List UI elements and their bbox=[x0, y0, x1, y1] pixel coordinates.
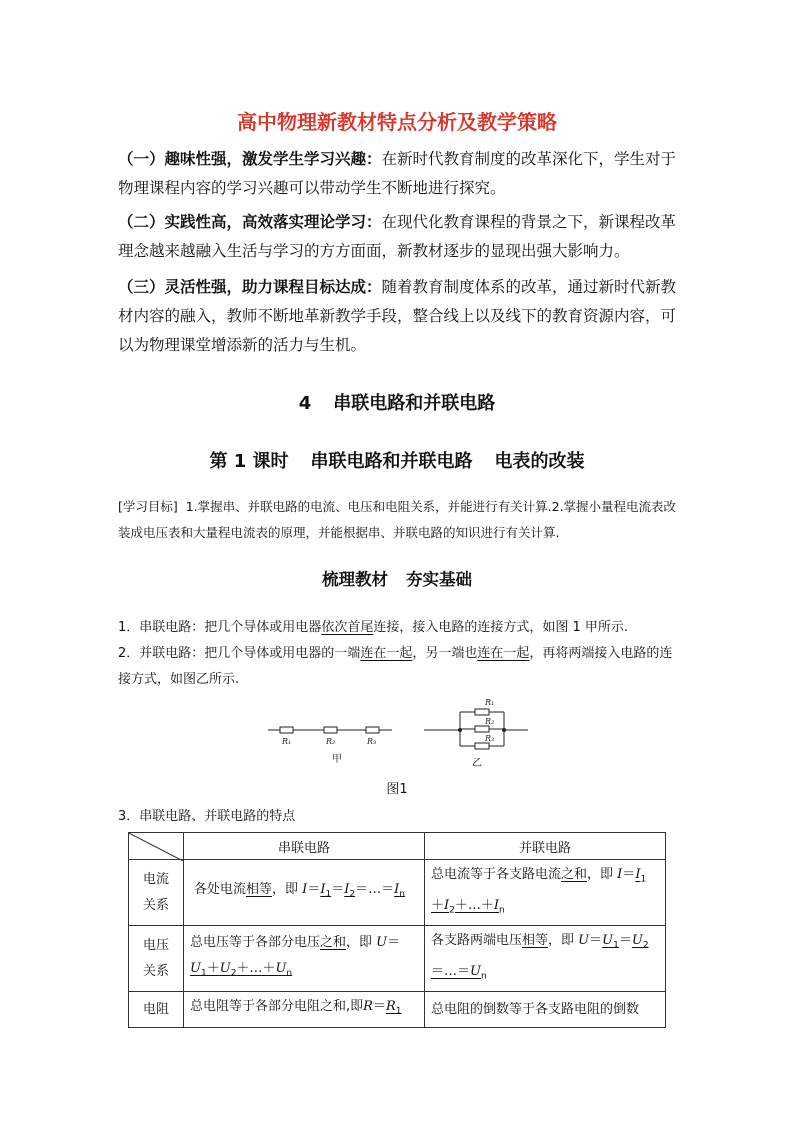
parallel-circuit-diagram bbox=[424, 709, 528, 749]
table-header-series: 串联电路 bbox=[184, 833, 425, 860]
parallel-resistor-1 bbox=[475, 709, 489, 715]
item-2-text-a: ：把几个导体或用电器的一端 bbox=[191, 646, 361, 661]
parallel-resistor-3 bbox=[475, 743, 489, 749]
table-row bbox=[129, 992, 666, 1028]
goals-text: 1.掌握串、并联电路的电流、电压和电阻关系，并能进行有关计算.2.掌握小量程电流表改装成电压表和大量程电流表的原理，并能根据串、并联电路的知识进行有关计算. bbox=[118, 499, 677, 540]
row-label-voltage: 电压 关系 bbox=[129, 926, 184, 992]
series-label-r1: R₁ bbox=[282, 737, 292, 746]
figure-caption: 图1 bbox=[386, 782, 408, 797]
lesson-part-1: 串联电路和并联电路 bbox=[310, 451, 473, 472]
intro-lead-3: （三）灵活性强，助力课程目标达成： bbox=[118, 277, 382, 296]
item-2-underlined-2: 连在一起 bbox=[477, 646, 530, 661]
intro-lead-2: （二）实践性高，高效落实理论学习： bbox=[118, 212, 382, 231]
table-header-row bbox=[129, 833, 666, 860]
section-title-2: 夯实基础 bbox=[406, 570, 472, 589]
intro-paragraph-3 bbox=[118, 272, 678, 360]
resistance-series-cell: 总电阻等于各部分电阻之和,即$R=R_1$ bbox=[184, 992, 425, 1028]
lesson-heading bbox=[0, 447, 794, 473]
item-parallel-circuit bbox=[118, 641, 678, 693]
item-2-text-c: ，再将两端接入电路的连接方式，如图乙所示. bbox=[118, 646, 673, 687]
intro-paragraph-1 bbox=[118, 144, 678, 203]
intro-text-2: 在现代化教育课程的背景之下，新课程改革理念越来越融入生活与学习的方方面面，新教材逐步的显现出强大影响力。 bbox=[118, 213, 677, 260]
learning-goals bbox=[118, 494, 678, 546]
current-parallel-cell: 总电流等于各支路电流之和，即 $I=I_1$ $+I_2+\dots+I_n$ bbox=[425, 860, 666, 926]
circuit-figure bbox=[262, 694, 542, 774]
label-jia: 甲 bbox=[332, 754, 342, 765]
item-1-underlined: 依次首尾 bbox=[321, 620, 374, 635]
intro-paragraph-2 bbox=[118, 207, 678, 266]
chapter-name: 串联电路和并联电路 bbox=[333, 393, 496, 414]
lesson-part-2: 电表的改装 bbox=[494, 451, 585, 472]
item-3-text: 串联电路、并联电路的特点 bbox=[139, 809, 296, 824]
chapter-number: 4 bbox=[298, 393, 312, 414]
parallel-resistor-2 bbox=[475, 726, 489, 732]
table-row bbox=[129, 860, 666, 926]
parallel-label-r3: R₃ bbox=[485, 734, 495, 743]
table-header-parallel: 并联电路 bbox=[425, 833, 666, 860]
item-series-circuit bbox=[118, 615, 678, 641]
item-2-underlined-1: 连在一起 bbox=[360, 646, 413, 661]
circuit-characteristics-table bbox=[128, 832, 666, 1028]
item-2-number: 2． bbox=[118, 646, 140, 661]
junction-right bbox=[502, 728, 506, 732]
parallel-label-r1: R₁ bbox=[485, 698, 495, 707]
table-row bbox=[129, 926, 666, 992]
series-circuit-diagram bbox=[268, 727, 392, 733]
junction-left bbox=[458, 728, 462, 732]
series-resistor-3 bbox=[366, 727, 379, 733]
table-corner-cell bbox=[129, 833, 184, 860]
section-heading bbox=[0, 566, 794, 590]
voltage-series-cell: 总电压等于各部分电压之和，即 U＝ $U_1+U_2+\dots+U_n$ bbox=[184, 926, 425, 992]
goals-tag: [学习目标] bbox=[118, 499, 178, 514]
chapter-heading bbox=[0, 389, 794, 415]
item-2-term: 并联电路 bbox=[139, 646, 192, 661]
item-2-text-b: ，另一端也 bbox=[412, 646, 478, 661]
voltage-parallel-cell: 各支路两端电压相等，即 $U=U_1=U_2$ $=\dots=U_n$ bbox=[425, 926, 666, 992]
series-resistor-1 bbox=[280, 727, 293, 733]
label-yi: 乙 bbox=[472, 758, 482, 769]
series-resistor-2 bbox=[324, 727, 337, 733]
item-characteristics bbox=[118, 804, 678, 830]
item-1-number: 1． bbox=[118, 620, 140, 635]
page-title: 高中物理新教材特点分析及教学策略 bbox=[237, 110, 557, 134]
resistance-parallel-cell: 总电阻的倒数等于各支路电阻的倒数 bbox=[425, 992, 666, 1028]
item-1-text-b: 连接，接入电路的连接方式，如图 1 甲所示. bbox=[373, 620, 628, 635]
item-3-number: 3． bbox=[118, 809, 140, 824]
row-label-current: 电流 关系 bbox=[129, 860, 184, 926]
series-label-r2: R₂ bbox=[326, 737, 336, 746]
item-1-term: 串联电路 bbox=[139, 620, 192, 635]
current-series-cell: 各处电流相等，即 $I=I_1=I_2=\dots=I_n$ bbox=[184, 860, 425, 926]
intro-text-1: 在新时代教育制度的改革深化下，学生对于物理课程内容的学习兴趣可以带动学生不断地进行探究。 bbox=[118, 150, 677, 197]
intro-lead-1: （一）趣味性强，激发学生学习兴趣： bbox=[118, 149, 382, 168]
row-label-resistance: 电阻 bbox=[129, 992, 184, 1028]
section-title-1: 梳理教材 bbox=[322, 570, 388, 589]
intro-text-3: 随着教育制度体系的改革，通过新时代新教材内容的融入，教师不断地革新教学手段，整合线上以及线下的教育资源内容，可以为物理课堂增添新的活力与生机。 bbox=[118, 278, 677, 354]
parallel-label-r2: R₂ bbox=[485, 717, 495, 726]
item-1-text-a: ：把几个导体或用电器 bbox=[191, 620, 322, 635]
table-diagonal bbox=[129, 833, 183, 861]
series-label-r3: R₃ bbox=[367, 737, 377, 746]
lesson-label: 第 1 课时 bbox=[209, 451, 289, 472]
